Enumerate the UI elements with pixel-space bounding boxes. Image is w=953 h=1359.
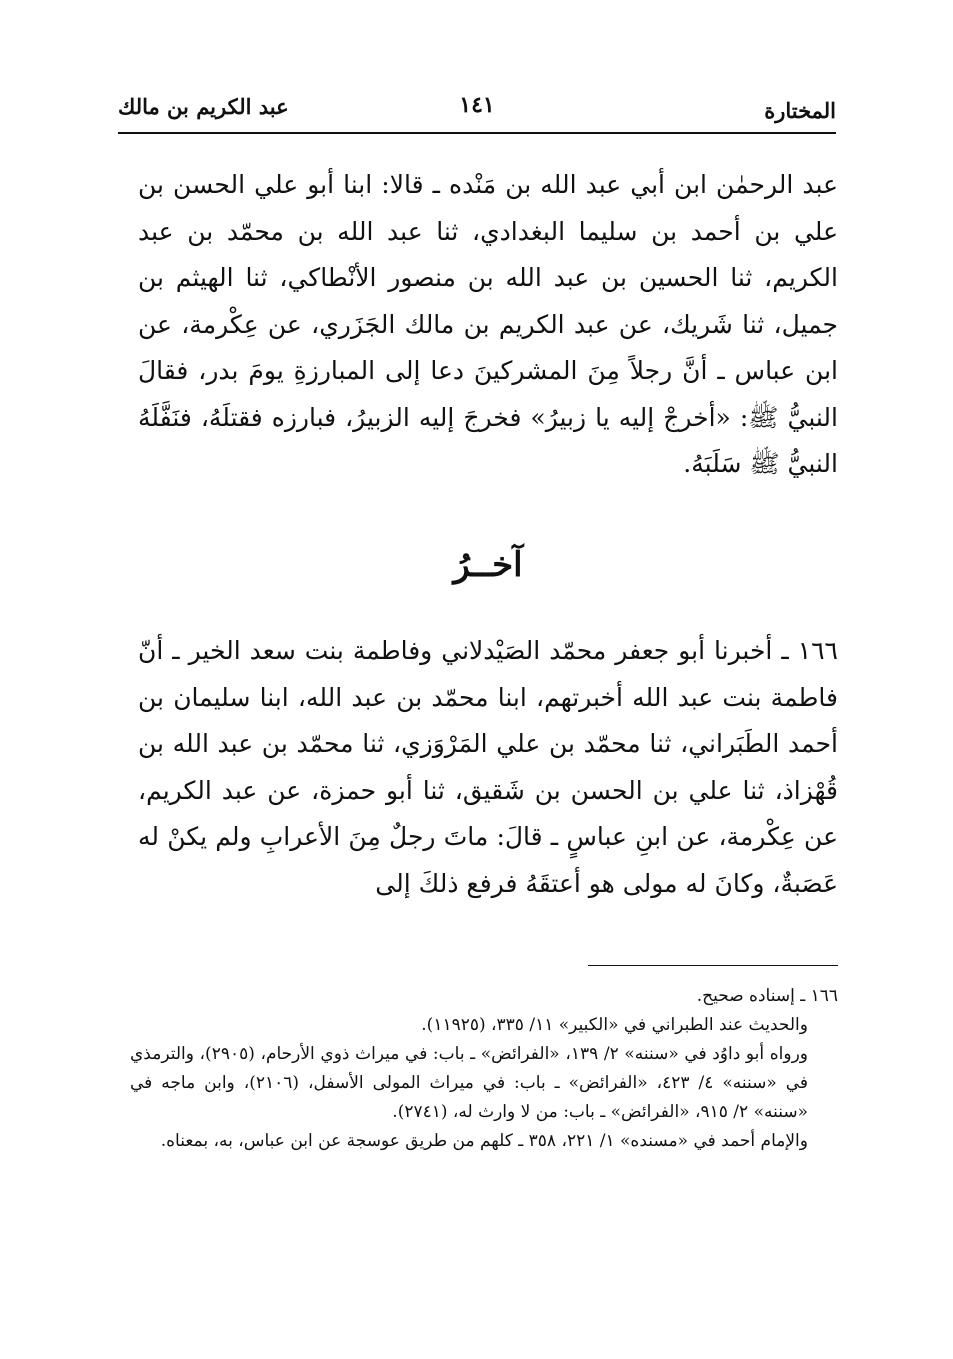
section-title: آخــرُ	[453, 545, 523, 585]
footnote-line-2: والحديث عند الطبراني في «الكبير» ١١/ ٣٣٥، (١١٩٢٥).	[421, 1015, 808, 1035]
header-divider	[118, 132, 836, 134]
footnote-line-1: ١٦٦ ـ إسناده صحيح.	[696, 986, 838, 1006]
header-section-name: عبد الكريم بن مالك	[118, 94, 289, 119]
footnotes	[130, 982, 838, 1156]
footnote-line-3: ورواه أبو داوُد في «سننه» ٢/ ١٣٩، «الفرائض» ـ باب: في ميراث ذوي الأرحام، (٢٩٠٥)، والترمذي في «سننه» ٤/ ٤٢٣، «الفرائض» ـ باب: في ميراث المولى الأسفل، (٢١٠٦)، وابن ماجه في «سننه» ٢/ ٩١٥، «الفرائض» ـ باب: من لا وارث له، (٢٧٤١).	[130, 1044, 809, 1122]
header-page-number: ١٤١	[459, 92, 495, 118]
body-paragraph-1: عبد الرحمٰن ابن أبي عبد الله بن مَنْده ـ قالا: ابنا أبو علي الحسن بن علي بن أحمد بن سليما البغدادي، ثنا عبد الله بن محمّد بن عبد الكريم، ثنا الحسين بن عبد الله بن منصور الأنْطاكي، ثنا الهيثم بن جميل، ثنا شَريك، عن عبد الكريم بن مالك الجَزَري، عن عِكْرمة، عن ابن عباس ـ أنَّ رجلاً مِنَ المشركينَ دعا إلى المبارزةِ يومَ بدر، فقالَ النبيُّ ﷺ: «أخرجْ إليه يا زبيرُ» فخرجَ إليه الزبيرُ، فبارزه فقتلَهُ، فنَفَّلَهُ النبيُّ ﷺ سَلَبَهُ.	[138, 170, 838, 478]
header-book-title: المختارة	[764, 98, 836, 123]
footnote-line-4: والإمام أحمد في «مسنده» ١/ ٢٢١، ٣٥٨ ـ كلهم من طريق عوسجة عن ابن عباس، به، بمعناه.	[160, 1131, 808, 1151]
body-paragraph-2: ١٦٦ ـ أخبرنا أبو جعفر محمّد الصَيْدلاني وفاطمة بنت سعد الخير ـ أنّ فاطمة بنت عبد الله أخبرتهم، ابنا محمّد بن عبد الله، ابنا سليمان بن أحمد الطَبَراني، ثنا محمّد بن علي المَرْوَزي، ثنا محمّد بن عبد الله بن قُهْزاذ، ثنا علي بن الحسن بن شَقيق، ثنا أبو حمزة، عن عبد الكريم، عن عِكْرمة، عن ابنِ عباسٍ ـ قالَ: ماتَ رجلٌ مِنَ الأعرابِ ولم يكنْ له عَصَبةٌ، وكانَ له مولى هو أعتقَهُ فرفع ذلكَ إلى	[138, 636, 838, 898]
page-header	[118, 88, 836, 128]
footnote-divider	[588, 965, 838, 966]
